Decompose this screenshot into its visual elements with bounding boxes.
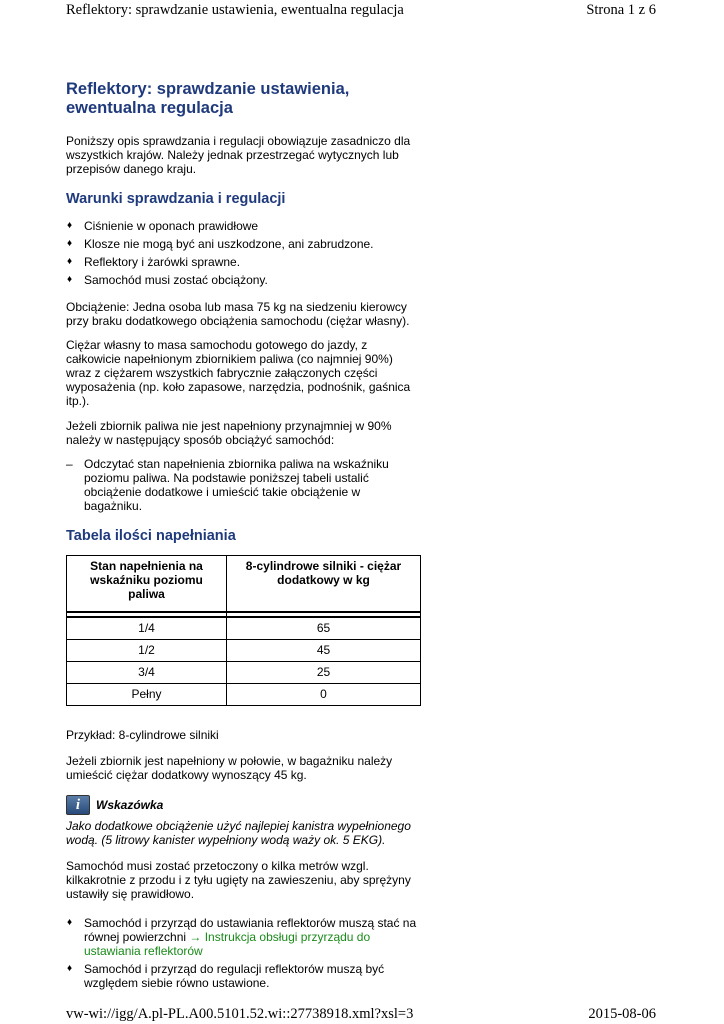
title-line: Reflektory: sprawdzanie ustawienia, bbox=[66, 80, 350, 98]
title-line: ewentualna regulacja bbox=[66, 99, 233, 117]
table-cell: Pełny bbox=[67, 683, 227, 705]
text-line: kilkakrotnie z przodu i z tyłu ugięty na zawieszeniu, aby sprężyny bbox=[66, 872, 411, 887]
list-item bbox=[66, 916, 426, 958]
table-heading: Tabela ilości napełniania bbox=[66, 528, 236, 544]
page-title bbox=[66, 80, 426, 118]
example-paragraph bbox=[66, 754, 426, 782]
own-weight-paragraph bbox=[66, 338, 426, 408]
text-line: wodą. (5 litrowy kanister wypełniony wodą waży ok. 5 EKG). bbox=[66, 832, 386, 847]
list-item bbox=[66, 457, 426, 513]
table-row bbox=[67, 639, 421, 661]
text-line: względem siebie równo ustawione. bbox=[84, 975, 270, 990]
info-icon: i bbox=[66, 795, 90, 815]
text-line: Jako dodatkowe obciążenie użyć najlepiej kanistra wypełnionego bbox=[66, 818, 411, 833]
table-cell: 45 bbox=[227, 639, 421, 661]
final-list bbox=[66, 916, 426, 990]
page-header bbox=[66, 2, 656, 19]
text-line: całkowicie napełnionym zbiornikiem paliwa (co najmniej 90%) bbox=[66, 352, 393, 366]
intro-paragraph bbox=[66, 134, 426, 176]
header-title: Reflektory: sprawdzanie ustawienia, ewentualna regulacja bbox=[66, 2, 404, 18]
text-line: dodatkowy w kg bbox=[277, 573, 370, 587]
list-item: ♦ Ciśnienie w oponach prawidłowe bbox=[66, 219, 426, 233]
page-footer bbox=[66, 1006, 656, 1023]
list-item bbox=[66, 962, 426, 990]
document-body bbox=[66, 80, 426, 990]
conditions-heading: Warunki sprawdzania i regulacji bbox=[66, 191, 286, 207]
text-line: równej powierzchni bbox=[84, 929, 187, 944]
list-item: ♦ Klosze nie mogą być ani uszkodzone, ani zabrudzone. bbox=[66, 237, 426, 251]
text-line: ustawiły się prawidłowo. bbox=[66, 886, 195, 901]
text-line: Samochód musi zostać przetoczony o kilka metrów wzgl. bbox=[66, 858, 369, 873]
text-line: Stan napełnienia na bbox=[90, 559, 203, 573]
table-cell: 0 bbox=[227, 683, 421, 705]
text-line: wyposażenia (np. koło zapasowe, narzędzia, podnośnik, gaśnica bbox=[66, 380, 411, 394]
text-line: poziomu paliwa. Na podstawie poniższej tabeli ustalić bbox=[84, 471, 369, 485]
text-line: należy w następujący sposób obciążyć samochód: bbox=[66, 433, 335, 447]
text-line: paliwa bbox=[128, 587, 165, 601]
table-header-row bbox=[67, 556, 421, 613]
text-line: przy braku dodatkowego obciążenia samochodu (ciężar własny). bbox=[66, 314, 410, 328]
page-number: Strona 1 z 6 bbox=[586, 2, 656, 18]
fill-table bbox=[66, 555, 421, 706]
document-path: vw-wi://igg/A.pl-PL.A00.5101.52.wi::27738918.xml?xsl=3 bbox=[66, 1006, 414, 1022]
text-line: Jeżeli zbiornik paliwa nie jest napełniony przynajmniej w 90% bbox=[66, 419, 392, 433]
table-row bbox=[67, 661, 421, 683]
table-cell: 3/4 bbox=[67, 661, 227, 683]
text-line: itp.). bbox=[66, 394, 90, 408]
text-line: przepisów danego kraju. bbox=[66, 162, 197, 176]
document-date: 2015-08-06 bbox=[588, 1006, 656, 1022]
roll-paragraph bbox=[66, 859, 426, 901]
text-line: Poniższy opis sprawdzania i regulacji obowiązuje zasadniczo dla bbox=[66, 134, 411, 148]
note-label: Wskazówka bbox=[96, 797, 164, 812]
table-row bbox=[67, 683, 421, 705]
table-row bbox=[67, 617, 421, 639]
text-line: wraz z ciężarem wszystkich fabrycznie załączonych części bbox=[66, 366, 378, 380]
instruction-list bbox=[66, 457, 426, 513]
example-label: Przykład: 8-cylindrowe silniki bbox=[66, 727, 219, 742]
table-cell: 1/4 bbox=[67, 617, 227, 639]
text-line: bagażniku. bbox=[84, 499, 143, 513]
load-paragraph bbox=[66, 300, 426, 328]
text-line: Samochód i przyrząd do ustawiania reflektorów muszą stać na bbox=[84, 915, 417, 930]
list-item: ♦ Samochód musi zostać obciążony. bbox=[66, 273, 426, 287]
column-header bbox=[67, 556, 227, 613]
table-cell: 1/2 bbox=[67, 639, 227, 661]
conditions-list bbox=[66, 219, 426, 287]
text-line: obciążenie dodatkowe i umieścić takie obciążenie w bbox=[84, 485, 361, 499]
text-line: Samochód i przyrząd do regulacji reflektorów muszą być bbox=[84, 961, 385, 976]
note-header bbox=[66, 795, 426, 815]
note-paragraph bbox=[66, 819, 426, 847]
link-text[interactable]: → Instrukcja obsługi przyrządu do bbox=[189, 929, 371, 944]
text-line: Jeżeli zbiornik jest napełniony w połowie, w bagażniku należy bbox=[66, 753, 393, 768]
list-item: ♦ Reflektory i żarówki sprawne. bbox=[66, 255, 426, 269]
table-cell: 25 bbox=[227, 661, 421, 683]
text-line: umieścić ciężar dodatkowy wynoszący 45 kg. bbox=[66, 767, 307, 782]
text-line: wskaźniku poziomu bbox=[90, 573, 203, 587]
column-header bbox=[227, 556, 421, 613]
text-line: 8-cylindrowe silniki - ciężar bbox=[245, 559, 402, 573]
text-line: wszystkich krajów. Należy jednak przestrzegać wytycznych lub bbox=[66, 148, 399, 162]
text-line: Ciężar własny to masa samochodu gotowego do jazdy, z bbox=[66, 338, 368, 352]
link-text[interactable]: ustawiania reflektorów bbox=[84, 943, 203, 958]
table-cell: 65 bbox=[227, 617, 421, 639]
tank-paragraph bbox=[66, 419, 426, 447]
text-line: Odczytać stan napełnienia zbiornika paliwa na wskaźniku bbox=[84, 457, 389, 471]
text-line: Obciążenie: Jedna osoba lub masa 75 kg na siedzeniu kierowcy bbox=[66, 300, 407, 314]
